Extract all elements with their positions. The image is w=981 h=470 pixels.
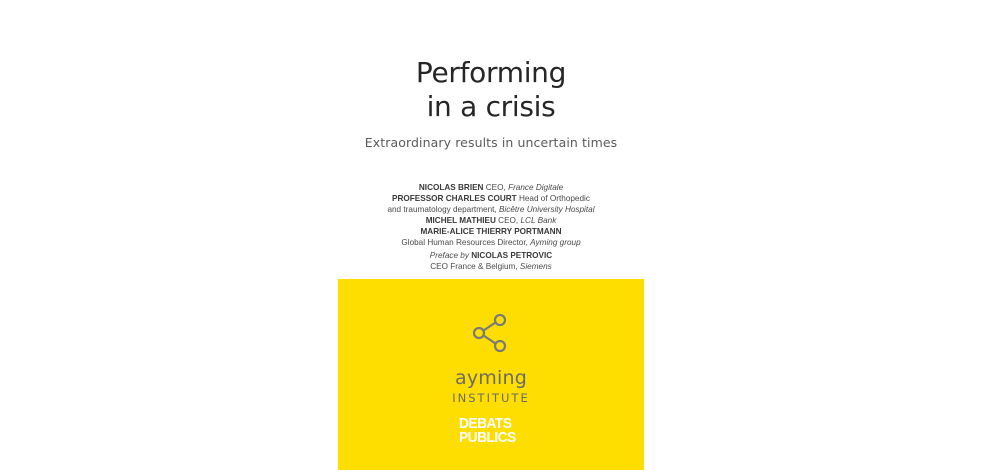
author-line [338,204,644,215]
share-icon [472,313,510,353]
author-role: CEO, [498,216,519,225]
preface-org: Siemens [519,262,552,271]
debats-publics-logo [459,417,533,445]
author-line [338,193,644,204]
preface-line [338,250,644,261]
preface-prefix: Preface by [429,251,469,260]
author-list [338,182,644,248]
author-org: Ayming group [530,238,581,247]
cover-subtitle: Extraordinary results in uncertain times [364,135,618,150]
cover-title-line1: Performing [415,56,567,89]
institute-label: INSTITUTE [452,391,530,405]
preface-name: NICOLAS PETROVIC [471,251,553,260]
author-name: NICOLAS BRIEN [418,183,484,192]
author-line [338,226,644,237]
author-role: CEO, [485,183,506,192]
preface-line [338,261,644,272]
author-role: and traumatology department, [387,205,497,214]
author-name: MARIE-ALICE THIERRY PORTMANN [420,227,562,236]
author-role: Head of Orthopedic [518,194,590,203]
author-org: Bicêtre University Hospital [498,205,595,214]
debats-logo-line2: PUBLICS [459,429,516,446]
debats-logo-line1: DEBATS [459,415,512,432]
cover-title [338,56,644,124]
ayming-logo: ayming [455,367,527,389]
author-role: Global Human Resources Director, [401,238,528,247]
brand-panel [338,279,644,470]
preface-block [338,250,644,272]
author-line [338,237,644,248]
author-name: MICHEL MATHIEU [425,216,496,225]
author-name: PROFESSOR CHARLES COURT [392,194,517,203]
author-line [338,215,644,226]
cover-title-line2: in a crisis [426,90,556,123]
author-org: France Digitale [508,183,564,192]
author-org: LCL Bank [520,216,557,225]
book-cover [338,0,644,470]
author-line [338,182,644,193]
preface-role: CEO France & Belgium, [430,262,518,271]
